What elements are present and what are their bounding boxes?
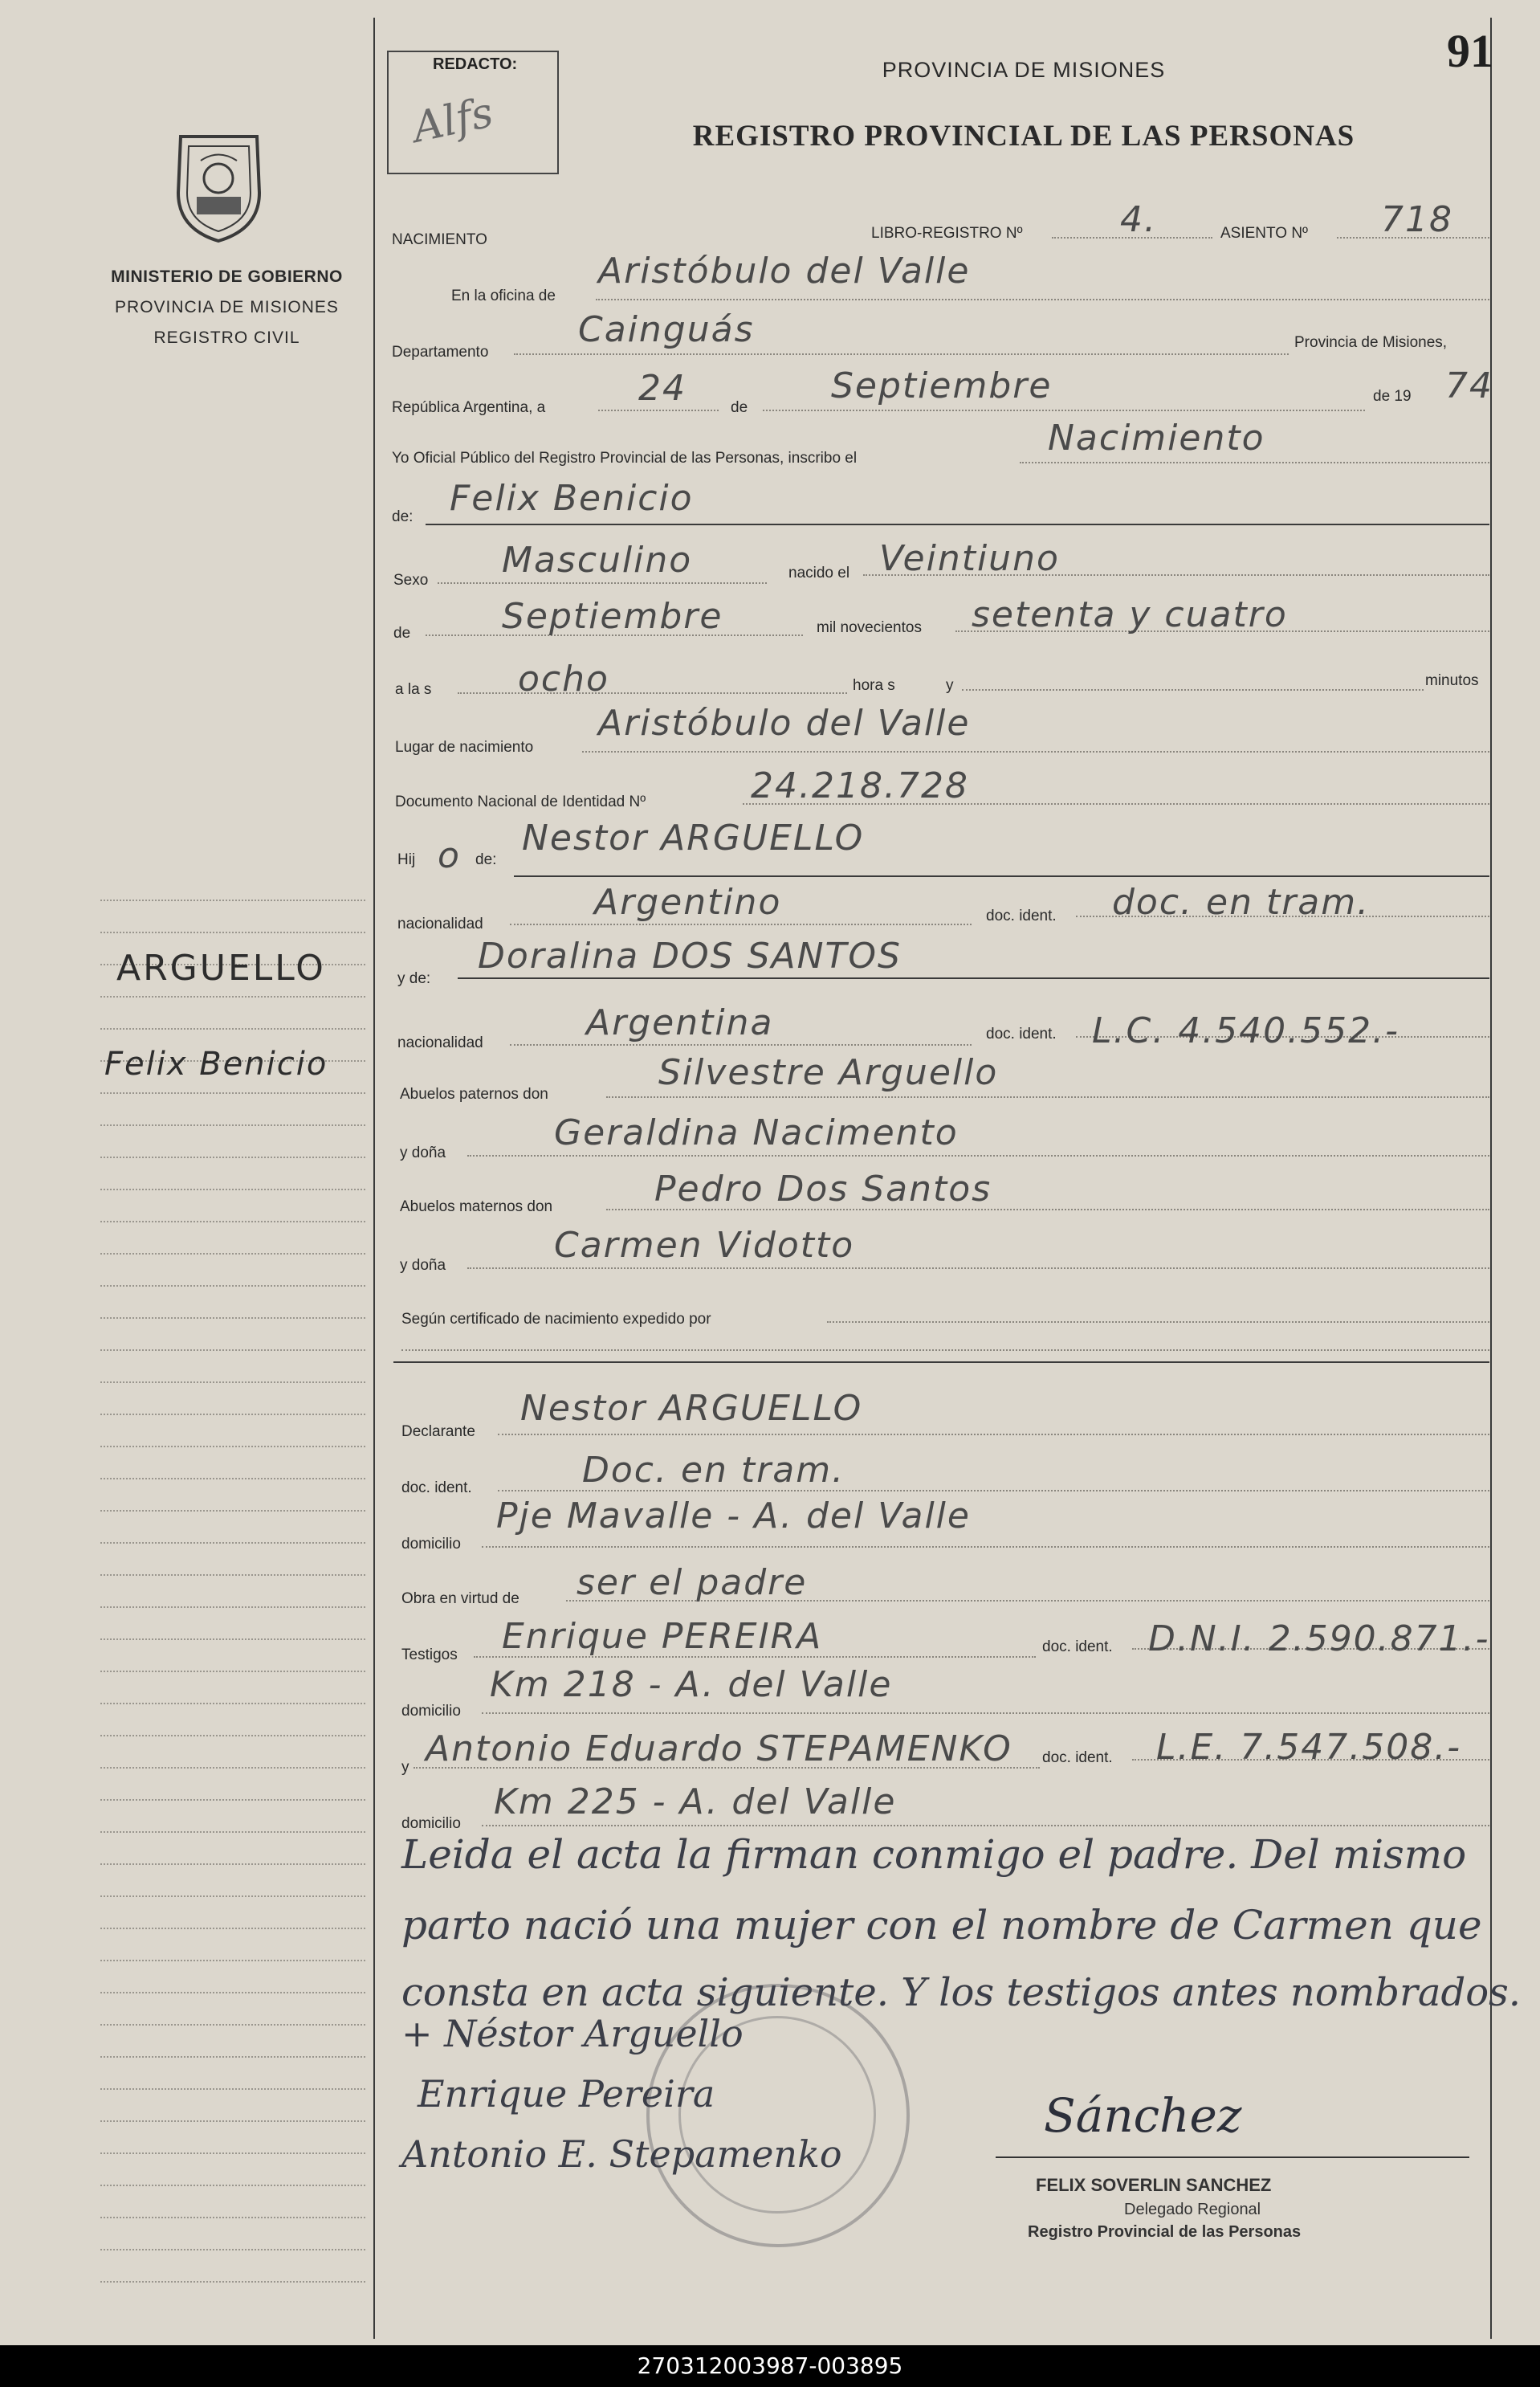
ydona1-dots <box>467 1155 1489 1157</box>
month-dots <box>763 410 1365 411</box>
minutes-dots <box>962 689 1424 691</box>
docid2-label: doc. ident. <box>986 1026 1057 1043</box>
docid3-label: doc. ident. <box>401 1479 472 1496</box>
nac1-dots <box>510 924 972 925</box>
month-value: Septiembre <box>831 365 1053 406</box>
domicilio3-label: domicilio <box>401 1815 461 1832</box>
sexo-label: Sexo <box>393 572 429 589</box>
birth-month-value: Septiembre <box>502 596 723 637</box>
de2-label: de: <box>392 508 414 525</box>
docid4-value: D.N.I. 2.590.871.- <box>1148 1618 1490 1659</box>
sexo-value: Masculino <box>502 540 693 581</box>
abmat-value: Pedro Dos Santos <box>654 1169 992 1210</box>
day-value: 24 <box>638 368 686 409</box>
provincia-suffix: Provincia de Misiones, <box>1294 334 1448 351</box>
segun-label: Según certificado de nacimiento expedido por <box>401 1311 711 1328</box>
departamento-label: Departamento <box>392 344 489 361</box>
margin-line <box>100 2152 365 2154</box>
footer-code: 270312003987-003895 <box>0 2345 1540 2387</box>
departamento-value: Cainguás <box>578 309 755 350</box>
mil-label: mil novecientos <box>817 619 922 636</box>
docid1-label: doc. ident. <box>986 908 1057 924</box>
segun-dots <box>827 1321 1489 1323</box>
libro-value: 4. <box>1120 199 1157 240</box>
name-value: Felix Benicio <box>450 478 694 519</box>
margin-line <box>100 1542 365 1544</box>
republica-label: República Argentina, a <box>392 399 546 416</box>
docid5-label: doc. ident. <box>1042 1749 1113 1766</box>
domicilio1-dots <box>482 1546 1489 1548</box>
margin-line <box>100 1960 365 1961</box>
nac1-value: Argentino <box>594 882 782 923</box>
official-title: Delegado Regional <box>1124 2201 1261 2218</box>
margin-line <box>100 1221 365 1222</box>
abpat-dots <box>606 1096 1489 1098</box>
declarante-label: Declarante <box>401 1423 475 1440</box>
declarante-value: Nestor ARGUELLO <box>520 1388 863 1429</box>
asiento-value: 718 <box>1381 199 1453 240</box>
de4-label: de: <box>475 851 497 868</box>
margin-line <box>100 1285 365 1287</box>
margin-line <box>100 1510 365 1512</box>
abpat-value: Silvestre Arguello <box>658 1052 999 1093</box>
y-label: y <box>946 677 954 694</box>
signature-witness-2: Antonio E. Stepamenko <box>401 2132 842 2176</box>
hij-label: Hij <box>397 851 416 868</box>
docid3-value: Doc. en tram. <box>582 1450 845 1491</box>
birth-year-value: setenta y cuatro <box>972 594 1288 635</box>
margin-line <box>100 1863 365 1865</box>
margin-line <box>100 2249 365 2250</box>
margin-line <box>100 1735 365 1736</box>
note-line-2: parto nació una mujer con el nombre de Carmen que <box>401 1902 1482 1948</box>
margin-line <box>100 932 365 933</box>
lugar-label: Lugar de nacimiento <box>395 739 534 756</box>
de3-label: de <box>393 625 411 642</box>
ministry-registry: REGISTRO CIVIL <box>153 328 300 347</box>
rule-name <box>426 524 1489 525</box>
margin-line <box>100 1799 365 1801</box>
nac2-dots <box>510 1044 972 1046</box>
margin-line <box>100 1349 365 1351</box>
margin-line <box>100 1574 365 1576</box>
note-line-3: consta en acta siguiente. Y los testigos antes nombrados. <box>401 1970 1522 2015</box>
inscribo-value: Nacimiento <box>1048 418 1265 459</box>
oficina-value: Aristóbulo del Valle <box>598 251 971 292</box>
margin-line <box>100 1028 365 1030</box>
departamento-dots <box>514 353 1289 355</box>
domicilio2-label: domicilio <box>401 1703 461 1720</box>
hora-label: hora s <box>853 677 895 694</box>
segun-dots-2 <box>401 1349 1489 1351</box>
official-signature-line <box>996 2156 1469 2158</box>
margin-line <box>100 1606 365 1608</box>
official-office: Registro Provincial de las Personas <box>1028 2223 1302 2241</box>
de-label: de <box>731 399 748 416</box>
header-title: REGISTRO PROVINCIAL DE LAS PERSONAS <box>692 120 1355 153</box>
margin-line <box>100 1381 365 1383</box>
margin-line <box>100 1414 365 1415</box>
margin-line <box>100 2217 365 2218</box>
margin-line <box>100 1671 365 1672</box>
left-column-rule <box>373 18 375 2339</box>
dni-value: 24.218.728 <box>751 765 969 806</box>
libro-label: LIBRO-REGISTRO Nº <box>871 225 1023 242</box>
margin-line <box>100 1638 365 1640</box>
hour-dots <box>458 692 847 694</box>
signature-father: + Néstor Arguello <box>401 2012 744 2055</box>
margin-line <box>100 1446 365 1447</box>
redacto-box <box>387 51 559 174</box>
mother-value: Doralina DOS SANTOS <box>478 936 902 977</box>
lugar-value: Aristóbulo del Valle <box>598 703 971 744</box>
margin-surname: ARGUELLO <box>116 948 326 989</box>
act-type-label: NACIMIENTO <box>392 231 487 248</box>
sexo-dots <box>438 582 767 584</box>
abpat-label: Abuelos paternos don <box>400 1086 548 1103</box>
hij-suffix: o <box>438 835 461 876</box>
nac1-label: nacionalidad <box>397 916 483 932</box>
margin-line <box>100 1992 365 1993</box>
margin-line <box>100 1703 365 1704</box>
redacto-initials: Alfs <box>408 88 498 153</box>
margin-line <box>100 2185 365 2186</box>
margin-line <box>100 1478 365 1479</box>
ydona2-label: y doña <box>400 1257 446 1274</box>
margin-line <box>100 2024 365 2026</box>
redacto-label: REDACTO: <box>433 55 518 73</box>
domicilio1-label: domicilio <box>401 1536 461 1553</box>
header-province: PROVINCIA DE MISIONES <box>882 58 1166 82</box>
margin-given-names: Felix Benicio <box>104 1046 328 1083</box>
docid4-label: doc. ident. <box>1042 1638 1113 1655</box>
domicilio1-value: Pje Mavalle - A. del Valle <box>496 1495 971 1536</box>
signature-witness-1: Enrique Pereira <box>418 2072 715 2116</box>
year-value: 74 <box>1445 365 1493 406</box>
obra-label: Obra en virtud de <box>401 1590 519 1607</box>
rule-father <box>514 875 1489 877</box>
margin-line <box>100 1189 365 1190</box>
margin-line <box>100 1831 365 1833</box>
nac2-value: Argentina <box>586 1002 774 1043</box>
dni-label: Documento Nacional de Identidad Nº <box>395 794 646 810</box>
asiento-label: ASIENTO Nº <box>1220 225 1308 242</box>
domicilio2-dots <box>482 1712 1489 1714</box>
father-value: Nestor ARGUELLO <box>522 818 865 859</box>
docid2-value: L.C. 4.540.552.- <box>1092 1010 1399 1051</box>
ministry-block <box>80 267 373 348</box>
margin-line <box>100 2120 365 2122</box>
abmat-label: Abuelos maternos don <box>400 1198 553 1215</box>
margin-line <box>100 1092 365 1094</box>
minutos-label: minutos <box>1425 672 1479 689</box>
official-name: FELIX SOVERLIN SANCHEZ <box>1036 2175 1272 2195</box>
hour-value: ocho <box>518 659 609 700</box>
ministry-province: PROVINCIA DE MISIONES <box>115 298 339 316</box>
oficina-dots <box>596 299 1489 300</box>
y2-label: y <box>401 1759 409 1776</box>
nac2-label: nacionalidad <box>397 1034 483 1051</box>
margin-line <box>100 1317 365 1319</box>
abmat2-value: Carmen Vidotto <box>554 1225 855 1266</box>
signature-official: Sánchez <box>1044 2088 1242 2143</box>
lugar-dots <box>582 751 1489 753</box>
page-number: 91 <box>1447 25 1493 77</box>
margin-line <box>100 1157 365 1158</box>
alas-label: a la s <box>395 681 432 698</box>
margin-line <box>100 1895 365 1897</box>
obra-value: ser el padre <box>576 1562 808 1603</box>
inscribo-dots <box>1020 462 1489 463</box>
rule-mother <box>458 977 1489 979</box>
testigo2-value: Antonio Eduardo STEPAMENKO <box>426 1728 1012 1769</box>
testigo1-value: Enrique PEREIRA <box>502 1616 823 1657</box>
nacido-value: Veintiuno <box>879 538 1060 579</box>
margin-line <box>100 2088 365 2090</box>
margin-line <box>100 1767 365 1769</box>
margin-line <box>100 1928 365 1929</box>
domicilio3-value: Km 225 - A. del Valle <box>494 1781 897 1822</box>
margin-line <box>100 1253 365 1255</box>
oficial-label: Yo Oficial Público del Registro Provincial de las Personas, inscribo el <box>392 450 858 467</box>
rule-section <box>393 1361 1489 1363</box>
domicilio3-dots <box>482 1825 1489 1826</box>
margin-line <box>100 1124 365 1126</box>
docid5-value: L.E. 7.547.508.- <box>1156 1727 1462 1768</box>
margin-line <box>100 996 365 998</box>
docid1-value: doc. en tram. <box>1112 882 1371 923</box>
margin-line <box>100 2056 365 2058</box>
province-emblem-icon <box>165 129 273 245</box>
ydona1-label: y doña <box>400 1145 446 1161</box>
note-line-1: Leida el acta la firman conmigo el padre. Del mismo <box>401 1831 1467 1878</box>
nacido-label: nacido el <box>788 565 850 581</box>
abpat2-value: Geraldina Nacimento <box>554 1112 959 1153</box>
day-dots <box>598 410 719 411</box>
domicilio2-value: Km 218 - A. del Valle <box>490 1664 893 1705</box>
ydona2-dots <box>467 1267 1489 1269</box>
year-label: de 19 <box>1373 388 1412 405</box>
oficina-label: En la oficina de <box>451 288 556 304</box>
margin-line <box>100 2281 365 2283</box>
yde-label: y de: <box>397 970 431 987</box>
declarante-dots <box>498 1434 1489 1435</box>
ministry-title: MINISTERIO DE GOBIERNO <box>111 267 343 286</box>
testigos-label: Testigos <box>401 1646 458 1663</box>
margin-line <box>100 900 365 901</box>
